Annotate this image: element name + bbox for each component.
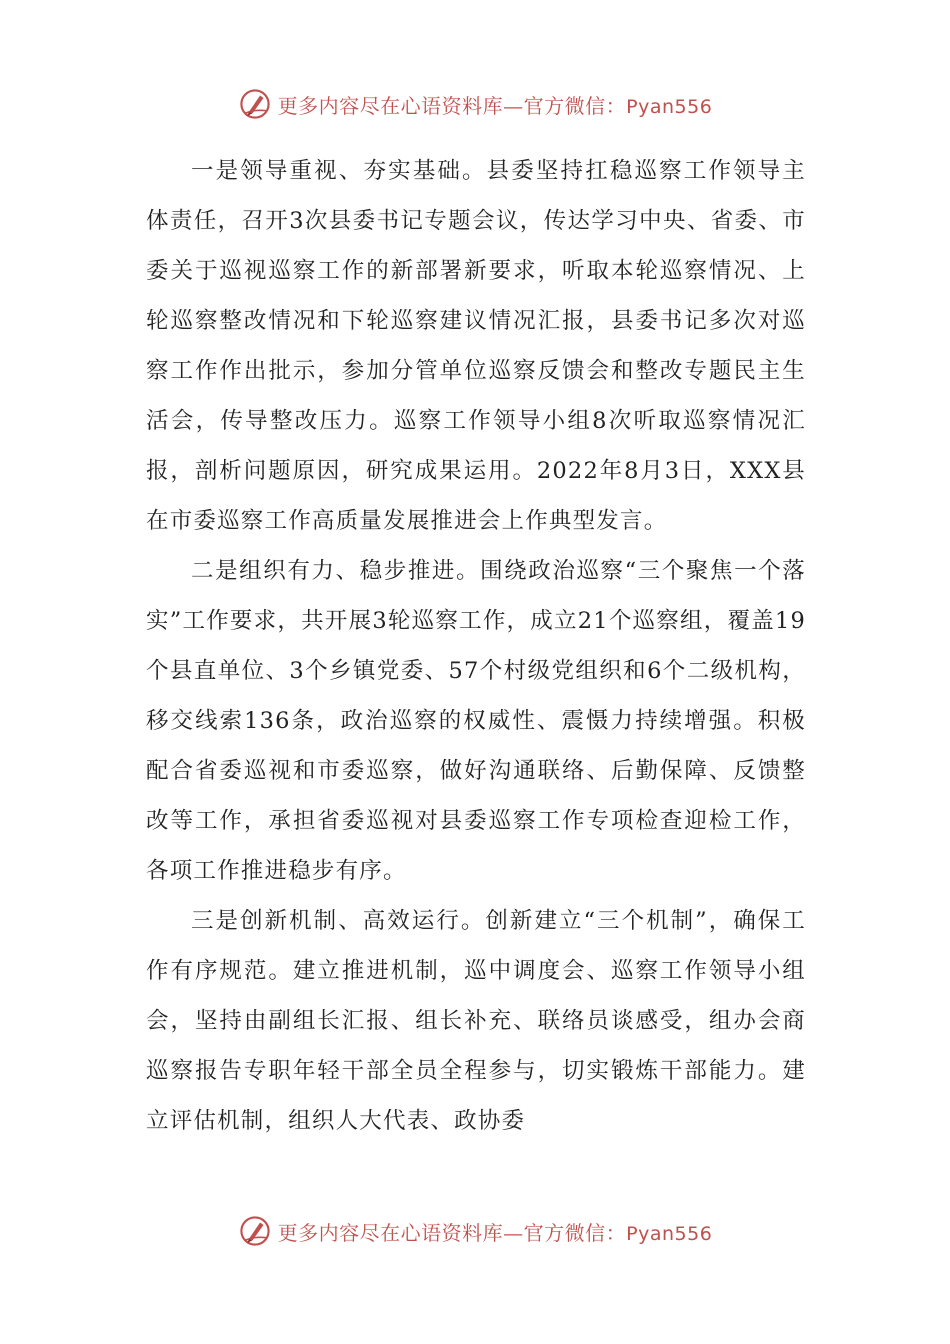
- paragraph-1: 一是领导重视、夯实基础。县委坚持扛稳巡察工作领导主体责任，召开3次县委书记专题会议，传达学习中央、省委、市委关于巡视巡察工作的新部署新要求，听取本轮巡察情况、上轮巡察整改情况和下轮巡察建议情况汇报，县委书记多次对巡察工作作出批示，参加分管单位巡察反馈会和整改专题民主生活会，传导整改压力。巡察工作领导小组8次听取巡察情况汇报，剖析问题原因，研究成果运用。2022年8月3日，XXX县在市委巡察工作高质量发展推进会上作典型发言。: [146, 158, 806, 534]
- paragraph-3: 三是创新机制、高效运行。创新建立“三个机制”，确保工作有序规范。建立推进机制，巡中调度会、巡察工作领导小组会，坚持由副组长汇报、组长补充、联络员谈感受，组办会商巡察报告专职年轻干部全员全程参与，切实锻炼干部能力。建立评估机制，组织人大代表、政协委: [146, 908, 806, 1134]
- watermark-wechat-id: Pyan556: [626, 95, 713, 118]
- watermark-label: 更多内容尽在心语资料库—官方微信：: [277, 93, 627, 118]
- watermark-header: [0, 84, 950, 124]
- pen-logo-icon: [238, 1214, 272, 1248]
- paragraph-2: 二是组织有力、稳步推进。围绕政治巡察“三个聚焦一个落实”工作要求，共开展3轮巡察工作，成立21个巡察组，覆盖19个县直单位、3个乡镇党委、57个村级党组织和6个二级机构，移交线索136条，政治巡察的权威性、震慑力持续增强。积极配合省委巡视和市委巡察，做好沟通联络、后勤保障、反馈整改等工作，承担省委巡视对县委巡察工作专项检查迎检工作，各项工作推进稳步有序。: [146, 558, 806, 884]
- pen-logo-icon: [238, 87, 272, 121]
- watermark-footer: [0, 1211, 950, 1251]
- watermark-label: 更多内容尽在心语资料库—官方微信：: [277, 1220, 627, 1245]
- document-body: [146, 146, 806, 1146]
- watermark-text: [278, 90, 713, 119]
- watermark-wechat-id: Pyan556: [626, 1222, 713, 1245]
- watermark-text: [278, 1217, 713, 1246]
